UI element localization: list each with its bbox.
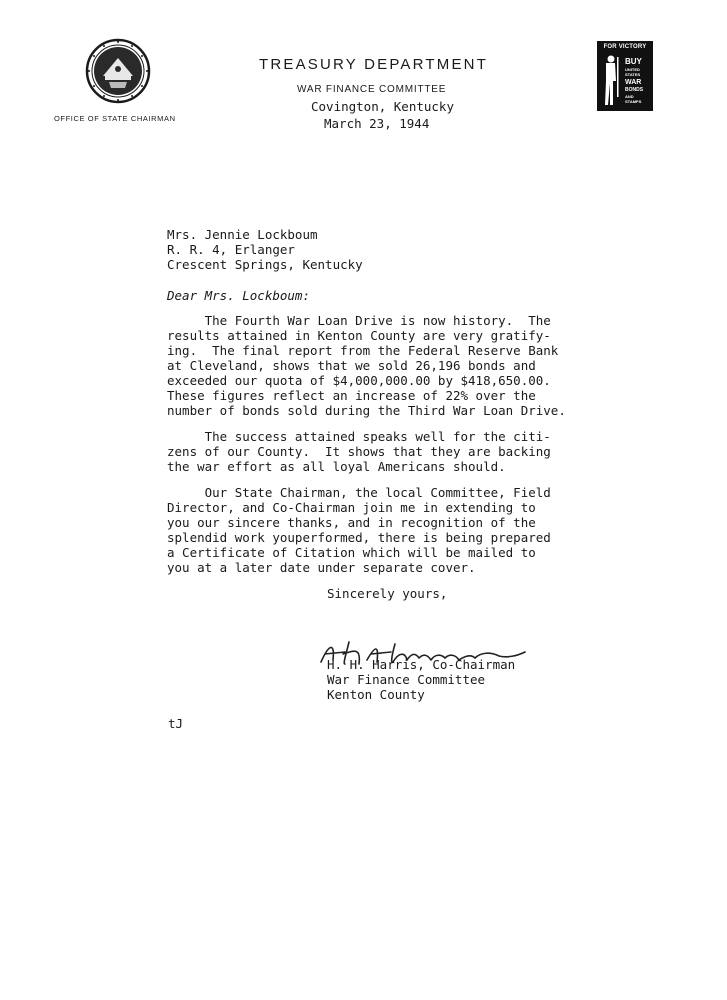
paragraph-1-line: at Cleveland, shows that we sold 26,196 bonds and xyxy=(167,358,536,373)
paragraph-1-line: results attained in Kenton County are very gratify- xyxy=(167,328,551,343)
stamp-states: STATES xyxy=(625,72,641,77)
stamp-united: UNITED xyxy=(625,67,640,72)
paragraph-1-line: number of bonds sold during the Third War Loan Drive. xyxy=(167,403,566,418)
paragraph-1-line: The Fourth War Loan Drive is now history. The xyxy=(167,313,551,328)
paragraph-3-line: a Certificate of Citation which will be mailed to xyxy=(167,545,536,560)
stamp-war: WAR xyxy=(625,79,642,86)
recipient-name: Mrs. Jennie Lockboum xyxy=(167,227,318,242)
paragraph-3-line: splendid work youperformed, there is being prepared xyxy=(167,530,551,545)
salutation: Dear Mrs. Lockboum: xyxy=(167,288,310,303)
committee-heading: WAR FINANCE COMMITTEE xyxy=(297,84,447,95)
office-label: OFFICE OF STATE CHAIRMAN xyxy=(54,114,176,123)
paragraph-2-line: zens of our County. It shows that they are backing xyxy=(167,444,551,459)
minuteman-icon xyxy=(600,53,622,109)
letter-date: March 23, 1944 xyxy=(324,116,430,131)
paragraph-3-line: Our State Chairman, the local Committee, Field xyxy=(167,485,551,500)
stamp-and: AND xyxy=(625,94,634,99)
war-bond-stamp xyxy=(597,41,653,111)
paragraph-2-line: The success attained speaks well for the citi- xyxy=(167,429,551,444)
paragraph-3-line: Director, and Co-Chairman join me in extending to xyxy=(167,500,536,515)
paragraph-3-line: you our sincere thanks, and in recognition of the xyxy=(167,515,536,530)
paragraph-1-line: exceeded our quota of $4,000,000.00 by $418,650.00. xyxy=(167,373,551,388)
treasury-seal-icon xyxy=(85,38,151,104)
letter-city: Covington, Kentucky xyxy=(311,99,454,114)
signer-title: War Finance Committee xyxy=(327,672,486,687)
paragraph-1-line: ing. The final report from the Federal Reserve Bank xyxy=(167,343,559,358)
paragraph-2-line: the war effort as all loyal Americans should. xyxy=(167,459,506,474)
recipient-route: R. R. 4, Erlanger xyxy=(167,242,295,257)
paragraph-3-line: you at a later date under separate cover. xyxy=(167,560,476,575)
closing: Sincerely yours, xyxy=(327,586,448,601)
stamp-stamps: STAMPS xyxy=(625,99,642,104)
paragraph-1-line: These figures reflect an increase of 22% over the xyxy=(167,388,536,403)
stamp-top-text: FOR VICTORY xyxy=(603,44,647,50)
typist-initials: tJ xyxy=(168,716,184,731)
stamp-buy: BUY xyxy=(625,57,642,66)
department-heading: TREASURY DEPARTMENT xyxy=(259,56,489,73)
signer-county: Kenton County xyxy=(327,687,425,702)
signer-name: H. H. Harris, Co-Chairman xyxy=(327,657,516,672)
stamp-bonds: BONDS xyxy=(625,87,644,93)
recipient-city: Crescent Springs, Kentucky xyxy=(167,257,363,272)
